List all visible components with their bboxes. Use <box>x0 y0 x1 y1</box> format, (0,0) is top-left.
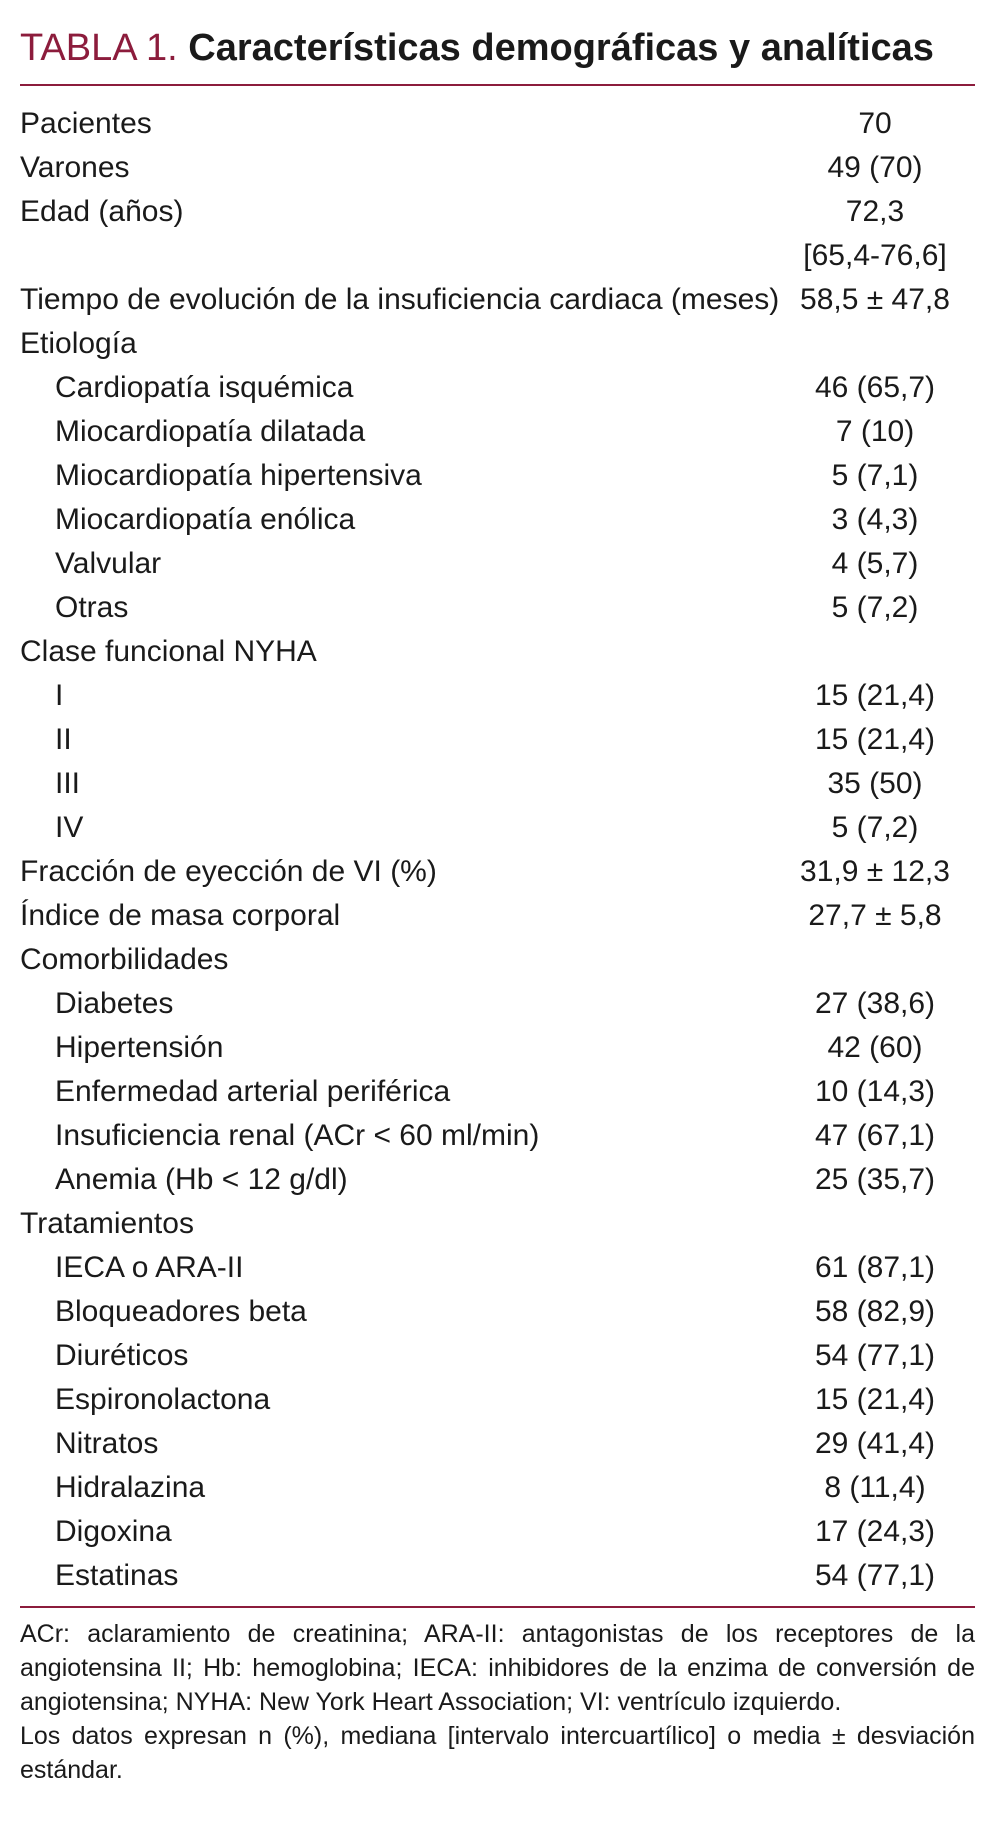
row-value: 5 (7,2) <box>831 811 919 844</box>
row-label: Tiempo de evolución de la insuficiencia cardiaca (meses) <box>20 283 780 316</box>
table-row <box>20 1158 975 1202</box>
table-row <box>20 586 975 630</box>
row-value: 5 (7,2) <box>831 591 919 624</box>
bottom-divider <box>20 1606 975 1608</box>
row-value: 15 (21,4) <box>814 1383 936 1416</box>
table-row <box>20 762 975 806</box>
table-row <box>20 190 975 234</box>
table-row <box>20 1202 975 1246</box>
table-row <box>20 1510 975 1554</box>
row-value: 31,9 ± 12,3 <box>800 855 950 888</box>
row-label: Hidralazina <box>55 1471 206 1504</box>
row-value: 42 (60) <box>827 1031 923 1064</box>
table-row <box>20 322 975 366</box>
table-row <box>20 1334 975 1378</box>
table-row <box>20 234 975 278</box>
row-value: 46 (65,7) <box>814 371 936 404</box>
table-title <box>20 22 934 74</box>
row-value: 54 (77,1) <box>814 1339 936 1372</box>
row-value: 15 (21,4) <box>814 679 936 712</box>
row-value: 61 (87,1) <box>814 1251 936 1284</box>
row-label: Índice de masa corporal <box>20 899 341 932</box>
row-label: Digoxina <box>55 1515 172 1548</box>
table-row <box>20 146 975 190</box>
table-row <box>20 630 975 674</box>
table-row <box>20 1422 975 1466</box>
row-value: 58 (82,9) <box>814 1295 936 1328</box>
row-value: 29 (41,4) <box>814 1427 936 1460</box>
row-value: 27 (38,6) <box>814 987 936 1020</box>
row-label: Nitratos <box>55 1427 159 1460</box>
row-value: 54 (77,1) <box>814 1559 936 1592</box>
row-value: 27,7 ± 5,8 <box>808 899 942 932</box>
row-label: Pacientes <box>20 107 152 140</box>
row-value: [65,4-76,6] <box>803 239 947 272</box>
row-label: Edad (años) <box>20 195 184 228</box>
table-row <box>20 938 975 982</box>
table-row <box>20 806 975 850</box>
row-value: 58,5 ± 47,8 <box>800 283 950 316</box>
table-footnotes <box>20 1617 975 1787</box>
row-label: Clase funcional NYHA <box>20 635 317 668</box>
row-label: Diabetes <box>55 987 174 1020</box>
row-value: 15 (21,4) <box>814 723 936 756</box>
table-row <box>20 278 975 322</box>
table-row <box>20 454 975 498</box>
row-value: 5 (7,1) <box>831 459 919 492</box>
table-row <box>20 410 975 454</box>
footnote-data-format: Los datos expresan n (%), mediana [intervalo intercuartílico] o media ± desviación estándar. <box>20 1722 975 1784</box>
table-row <box>20 1070 975 1114</box>
row-value: 49 (70) <box>827 151 923 184</box>
row-label: I <box>55 679 64 712</box>
row-label: Miocardiopatía enólica <box>55 503 356 536</box>
row-label: Etiología <box>20 327 137 360</box>
row-label: Espironolactona <box>55 1383 271 1416</box>
row-value: 47 (67,1) <box>814 1119 936 1152</box>
row-value: 7 (10) <box>835 415 915 448</box>
table-row <box>20 1026 975 1070</box>
table-row <box>20 894 975 938</box>
row-label: II <box>55 723 72 756</box>
row-label: Anemia (Hb < 12 g/dl) <box>55 1163 348 1196</box>
row-label: Comorbilidades <box>20 943 229 976</box>
row-label: III <box>55 767 81 800</box>
table-row <box>20 1466 975 1510</box>
table-row <box>20 102 975 146</box>
table-row <box>20 1114 975 1158</box>
row-label: Enfermedad arterial periférica <box>55 1075 451 1108</box>
table-row <box>20 982 975 1026</box>
table-title-label: TABLA 1. <box>20 27 178 69</box>
row-label: Diuréticos <box>55 1339 189 1372</box>
table-body <box>20 102 975 1598</box>
row-value: 10 (14,3) <box>814 1075 936 1108</box>
table-row <box>20 542 975 586</box>
row-label: IECA o ARA-II <box>55 1251 244 1284</box>
row-label: Insuficiencia renal (ACr < 60 ml/min) <box>55 1119 540 1152</box>
table-title-text: Características demográficas y analíticas <box>188 27 934 69</box>
row-label: Cardiopatía isquémica <box>55 371 354 404</box>
row-label: Estatinas <box>55 1559 179 1592</box>
table-row <box>20 366 975 410</box>
row-label: Bloqueadores beta <box>55 1295 307 1328</box>
table-row <box>20 674 975 718</box>
footnote-abbreviations: ACr: aclaramiento de creatinina; ARA-II: antagonistas de los receptores de la angiotensina II; Hb: hemoglobina; IECA: inhibidores de la enzima de conversión de angiotensina; NYHA: New York Heart Association; VI: ventrículo izquierdo. <box>20 1620 975 1716</box>
top-divider <box>20 84 975 86</box>
row-label: Miocardiopatía dilatada <box>55 415 366 448</box>
table-row <box>20 1378 975 1422</box>
row-value: 4 (5,7) <box>831 547 919 580</box>
table-row <box>20 850 975 894</box>
row-label: IV <box>55 811 84 844</box>
table-row <box>20 498 975 542</box>
table-row <box>20 718 975 762</box>
table-row <box>20 1290 975 1334</box>
table-row <box>20 1246 975 1290</box>
table-row <box>20 1554 975 1598</box>
row-label: Tratamientos <box>20 1207 194 1240</box>
row-value: 8 (11,4) <box>824 1471 926 1504</box>
row-value: 70 <box>858 107 892 140</box>
row-value: 72,3 <box>845 195 905 228</box>
row-value: 35 (50) <box>827 767 923 800</box>
row-label: Otras <box>55 591 129 624</box>
row-label: Varones <box>20 151 130 184</box>
row-value: 17 (24,3) <box>814 1515 936 1548</box>
row-label: Fracción de eyección de VI (%) <box>20 855 437 888</box>
row-label: Valvular <box>55 547 162 580</box>
row-value: 25 (35,7) <box>814 1163 936 1196</box>
row-label: Hipertensión <box>55 1031 224 1064</box>
row-value: 3 (4,3) <box>831 503 919 536</box>
row-label: Miocardiopatía hipertensiva <box>55 459 422 492</box>
